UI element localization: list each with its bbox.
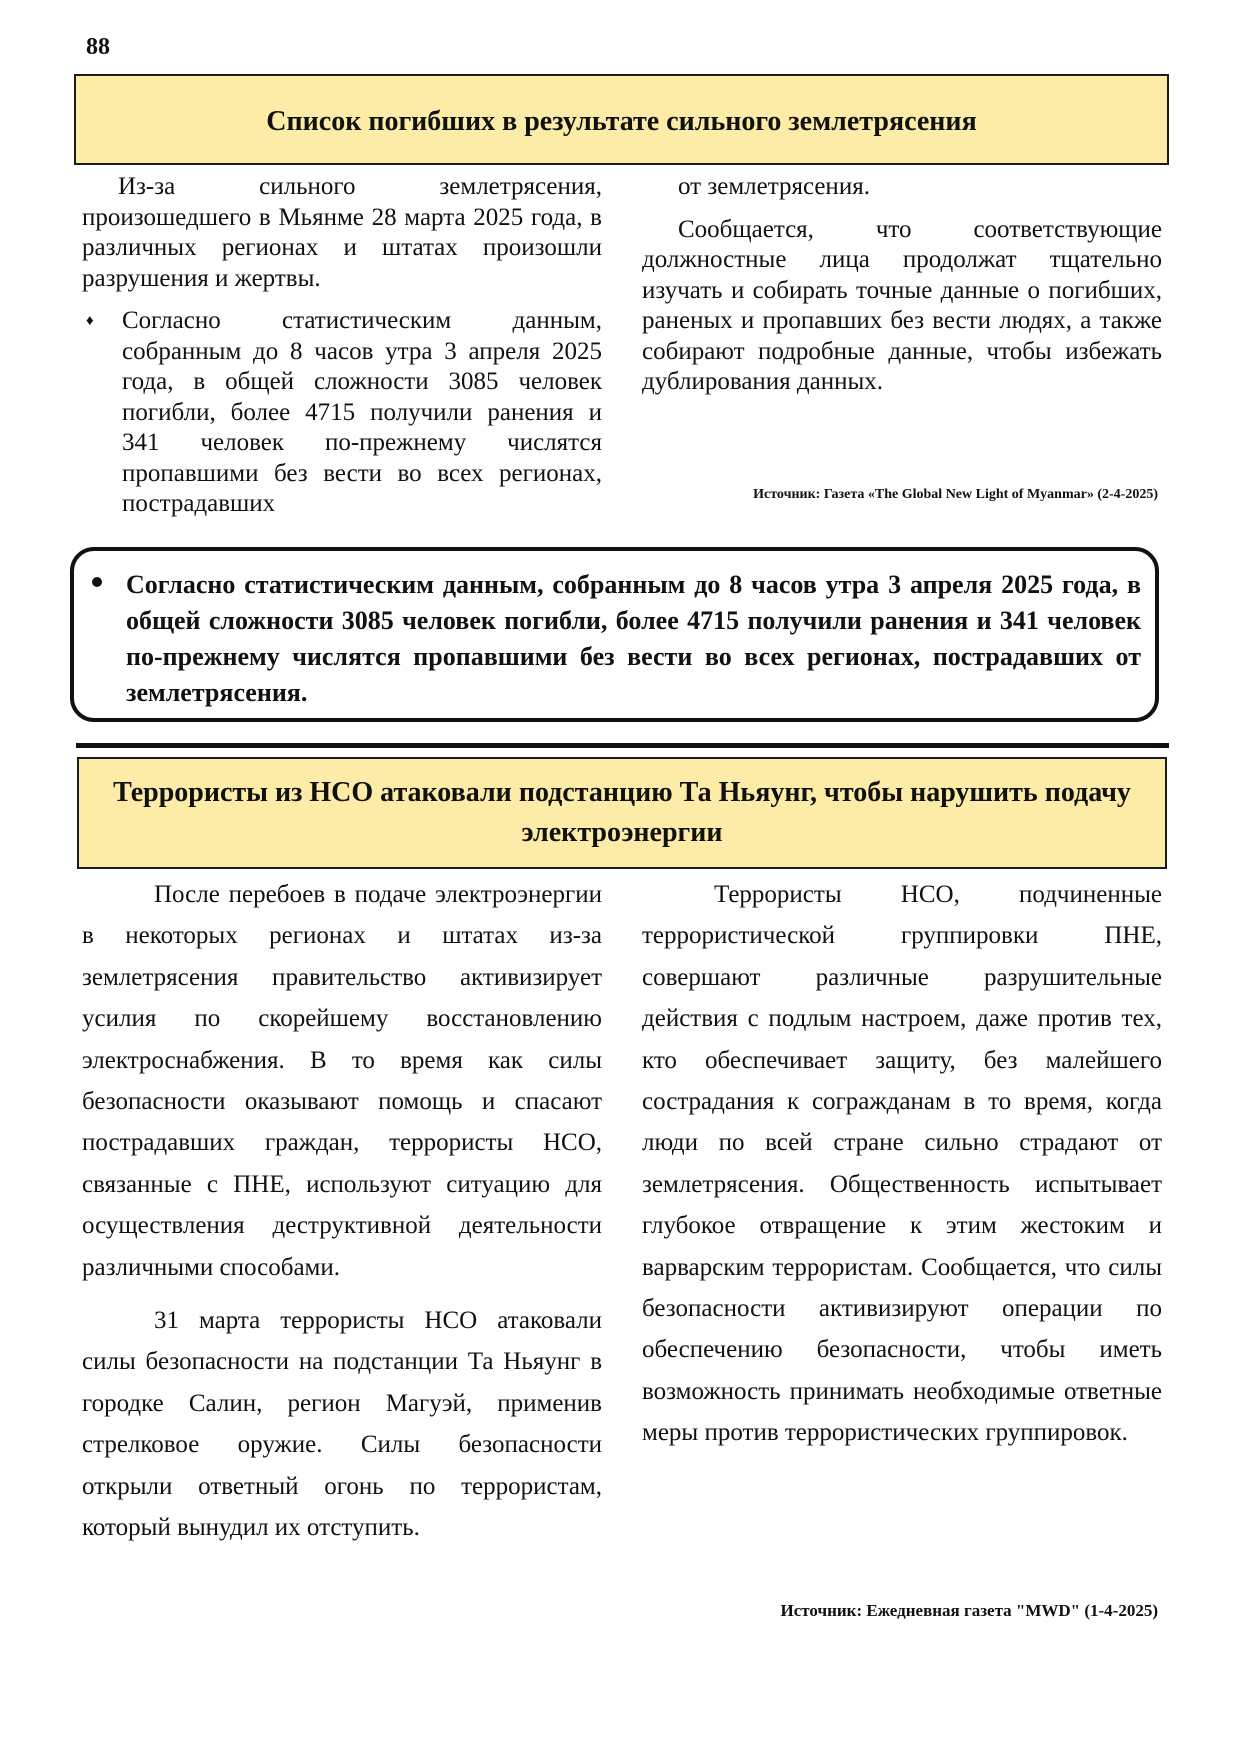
article1-bullet-continuation: от землетрясения. bbox=[678, 173, 870, 200]
article1-paragraph-2: Сообщается, что соответствующие должностные лица продолжат тщательно изучать и собирать точные данные о погибших, раненых и пропавших без вести людях, а также собирают подробные данные, чтобы избежать дублирования данных. bbox=[642, 215, 1162, 395]
article1-right-column bbox=[642, 172, 1162, 398]
article1-source: Источник: Газета «The Global New Light of Myanmar» (2-4-2025) bbox=[753, 487, 1158, 502]
summary-callout-text: Согласно статистическим данным, собранным до 8 часов утра 3 апреля 2025 года, в общей сложности 3085 человек погибли, более 4715 получили ранения и 341 человек по-прежнему числятся пропавшими без вести во всех регионах, пострадавших от землетрясения. bbox=[126, 570, 1141, 707]
article1-bullet-item bbox=[82, 306, 602, 520]
article2-right-column bbox=[642, 874, 1162, 1454]
article2-paragraph-3: Террористы НСО, подчиненные террористической группировки ПНЕ, совершают различные разрушительные действия с подлым настроем, даже против тех, кто обеспечивает защиту, без малейшего сострадания к согражданам в то время, когда люди по всей стране сильно страдают от землетрясения. Общественность испытывает глубокое отвращение к этим жестоким и варварским террористам. Сообщается, что силы безопасности активизируют операции по обеспечению безопасности, чтобы иметь возможность принимать необходимые ответные меры против террористических группировок. bbox=[642, 881, 1162, 1447]
section-divider bbox=[76, 743, 1169, 748]
article2-paragraph-1: После перебоев в подаче электроэнергии в некоторых регионах и штатах из-за землетрясения правительство активизирует усилия по скорейшему восстановлению электроснабжения. В то время как силы безопасности оказывают помощь и спасают пострадавших граждан, террористы НСО, связанные с ПНЕ, используют ситуацию для осуществления деструктивной деятельности различными способами. bbox=[82, 881, 602, 1281]
article1-intro: Из-за сильного землетрясения, произошедшего в Мьянме 28 марта 2025 года, в различных регионах и штатах произошли разрушения и жертвы. bbox=[82, 173, 602, 292]
article2-left-column bbox=[82, 874, 602, 1549]
diamond-bullet-icon: ♦ bbox=[86, 313, 94, 329]
article2-source: Источник: Ежедневная газета "MWD" (1-4-2025) bbox=[780, 1601, 1158, 1620]
round-bullet-icon bbox=[92, 577, 102, 587]
article1-bullet-text: Согласно статистическим данным, собранным до 8 часов утра 3 апреля 2025 года, в общей сложности 3085 человек погибли, более 4715 получили ранения и 341 человек по-прежнему числятся пропавшими без вести во всех регионах, пострадавших bbox=[122, 307, 602, 517]
article2-title: Террористы из НСО атаковали подстанцию Та Ньяунг, чтобы нарушить подачу электроэнергии bbox=[77, 757, 1167, 869]
page-number: 88 bbox=[86, 34, 110, 60]
article2-paragraph-2: 31 марта террористы НСО атаковали силы безопасности на подстанции Та Ньяунг в городке Салин, регион Магуэй, применив стрелковое оружие. Силы безопасности открыли ответный огонь по террористам, который вынудил их отступить. bbox=[82, 1307, 602, 1542]
article1-left-column bbox=[82, 172, 602, 520]
article1-title: Список погибших в результате сильного землетрясения bbox=[74, 74, 1169, 165]
summary-callout-box bbox=[70, 547, 1159, 722]
